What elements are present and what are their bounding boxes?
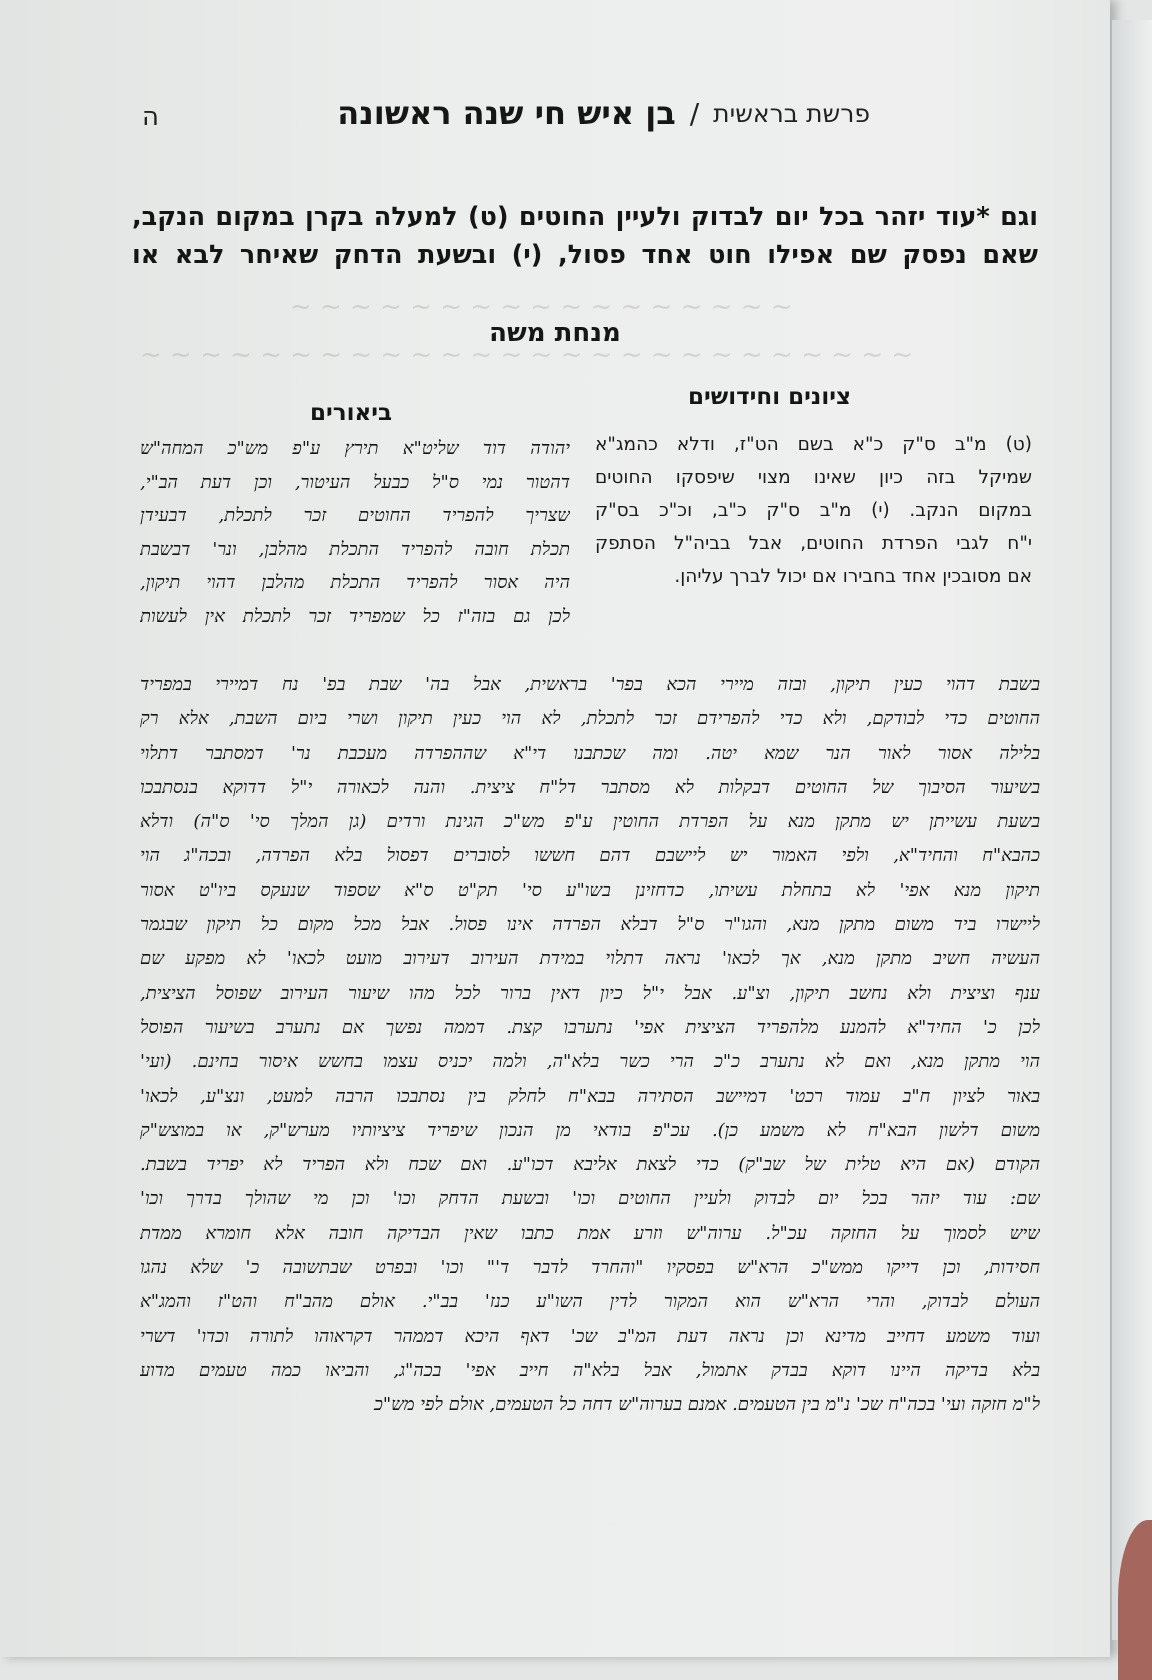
body-line: ועוד משמע דחייב מדינא וכן נראה דעת המ"ב שכ' דאף היכא דממהר דקראוהו לתורה וכדו' דשרי bbox=[140, 1325, 1040, 1347]
body-line: תיקון מנא אפי' לא בתחלת עשיתו, כדחזינן בשו"ע סי' תק"ט ס"א שספוד שנעקס ביו"ט אסור bbox=[140, 879, 1040, 901]
body-line: בשיעור הסיבוך של החוטים דבקלות לא מסתבר דל"ח ציצית. והנה לכאורה י"ל דדוקא בנסתבכו bbox=[140, 776, 1040, 798]
body-line: שיש לסמוך על החזקה עכ"ל. ערוה"ש וזרע אמת כתבו שאין הבדיקה חובה אלא חומרא ממדת bbox=[140, 1222, 1040, 1244]
body-line: בשבת דהוי כעין תיקון, ובזה מיירי הכא בפר' בראשית, אבל בה' שבת בפ' נח דמיירי במפריד bbox=[140, 674, 1040, 695]
parasha-name: פרשת בראשית bbox=[713, 98, 870, 128]
column-line: י"ח לגבי הפרדת החוטים, אבל בביה"ל הסתפק bbox=[595, 533, 1032, 554]
explanations-column bbox=[140, 432, 570, 634]
body-line: העולם לבדוק, והרי הרא"ש הוא המקור לדין השו"ע כנז' בב"י. אולם מהב"ח והט"ז והמג"א bbox=[140, 1291, 1040, 1313]
body-line: חסידות, וכן דייקו ממש"כ הרא"ש בפסקיו "והחרד לדבר ד'" וכו' ובפרט שבתשובה כ' שלא נהגו bbox=[140, 1257, 1040, 1279]
column-line: שצריך להפריד החוטים זכר לתכלת, דבעידן bbox=[140, 505, 570, 527]
body-line: משום דלשון הבא"ח לא משמע כן). עכ"פ בודאי מן הנכון שיפריד ציציותיו מערש"ק, או במוצש"ק bbox=[140, 1119, 1040, 1141]
column-line: שמיקל בזה כיון שאינו מצוי שיפסקו החוטים bbox=[595, 467, 1032, 488]
body-line: הקודם (אם היא טלית של שב"ק) כדי לצאת אליבא דכו"ע. ואם שכח ולא הפריד לא יפריד בשבת. bbox=[140, 1154, 1040, 1176]
page-edge bbox=[1112, 20, 1152, 1640]
body-line: ל"מ חזקה ועי' בכה"ח שכ' נ"מ בין הטעמים. אמנם בערוה"ש דחה כל הטעמים, אולם לפי מש"כ bbox=[374, 1394, 1040, 1416]
column-heading-right: ציונים וחידושים bbox=[688, 384, 852, 410]
body-line: כהבא"ח והחיד"א, ולפי האמור יש ליישבם דהם חששו לסוברים דפסול בלא הפרדה, ובכה"ג הוי bbox=[140, 845, 1040, 867]
column-line: היה אסור להפריד התכלת מהלבן דהוי תיקון, bbox=[140, 572, 570, 594]
column-line: במקום הנקב. (י) מ"ב ס"ק כ"ב, וכ"כ בס"ק bbox=[595, 500, 1032, 521]
body-line: ענף וציצית ולא נחשב תיקון, וצ"ע. אבל י"ל כיון דאין ברור לכל מהו שיעור העירוב שפוסל הציצית, bbox=[140, 982, 1040, 1004]
body-line: העשיה חשיב מתקן מנא, אך לכאו' נראה דתלוי במידת העירוב דעירוב מועט לכאו' לא מפקע שם bbox=[140, 948, 1040, 970]
column-line: אם מסובכין אחד בחבירו אם יכול לברך עליהן. bbox=[674, 566, 1032, 587]
main-text-line: שאם נפסק שם אפילו חוט אחד פסול, (י) ובשעת הדחק שאיחר לבא או bbox=[132, 240, 1038, 270]
bleed-through-text: ~ ~ ~ ~ ~ ~ ~ ~ ~ ~ ~ ~ ~ ~ ~ ~ ~ ~ ~ ~ ~ ~ ~ ~ ~ ~ bbox=[140, 340, 914, 370]
body-line: לכן כ' החיד"א להמנע מלהפריד הציצית אפי' נתערבו קצת. דממה נפשך אם נתערב בשיעור הפוסל bbox=[140, 1016, 1040, 1038]
column-line: יהודה דוד שליט"א תירץ ע"פ מש"כ המחה"ש bbox=[140, 438, 570, 459]
column-heading-left: ביאורים bbox=[310, 400, 393, 426]
explanations-full-width bbox=[140, 668, 1040, 1423]
body-line: בשעת עשייתן יש מתקן מנא על הפרדת החוטין ע"פ מש"כ הגינת ורדים (גן המלך סי' ס"ה) ודלא bbox=[140, 811, 1040, 833]
column-line: (ט) מ"ב ס"ק כ"א בשם הט"ז, ודלא כהמג"א bbox=[595, 434, 1032, 455]
main-text bbox=[132, 198, 1038, 274]
header-separator: / bbox=[689, 96, 700, 130]
body-line: בלילה אסור לאור הנר שמא יטה. ומה שכתבנו די"א שההפרדה מעכבת נר' דמסתבר דתלוי bbox=[140, 742, 1040, 764]
running-header bbox=[140, 88, 870, 138]
body-line: בלא בדיקה היינו דוקא בבדק אתמול, אבל בלא"ה חייב אפי' בכה"ג, והביאו כמה טעמים מדוע bbox=[140, 1359, 1040, 1381]
column-line: דהטור נמי ס"ל כבעל העיטור, וכן דעת הב"י, bbox=[140, 471, 570, 493]
column-line: תכלת חובה להפריד התכלת מהלבן, ונר' דבשבת bbox=[140, 538, 570, 560]
column-line: לכן גם בזה"ז כל שמפריד זכר לתכלת אין לעשות bbox=[140, 605, 570, 627]
book-title: בן איש חי שנה ראשונה bbox=[337, 94, 676, 132]
page-number: ה bbox=[142, 102, 159, 132]
body-line: הוי מתקן מנא, ואם לא נתערב כ"כ הרי כשר בלא"ה, ולמה יכניס עצמו בחשש איסור בחינם. (ועי' bbox=[140, 1051, 1040, 1073]
body-line: החוטים כדי לבודקם, ולא כדי להפרידם זכר לתכלת, לא הוי כעין תיקון ושרי ביום השבת, אלא רק bbox=[140, 708, 1040, 730]
sources-column bbox=[595, 428, 1032, 593]
bleed-through-text: ~ ~ ~ ~ ~ ~ ~ ~ ~ ~ ~ ~ ~ ~ ~ ~ ~ bbox=[290, 292, 793, 322]
body-line: שם: עוד יזהר בכל יום לבדוק ולעיין החוטים וכו' ובשעת הדחק וכו' וכן מי שהולך בדרך וכו' bbox=[140, 1188, 1040, 1210]
main-text-line: וגם *עוד יזהר בכל יום לבדוק ולעיין החוטים (ט) למעלה בקרן במקום הנקב, bbox=[132, 202, 1038, 232]
commentary-title: מנחת משה bbox=[489, 318, 621, 348]
body-line: באור לציון ח"ב עמוד רכט' דמיישב הסתירה בבא"ח לחלק בין נסתבכו הרבה למעט, ונצ"ע, לכאו' bbox=[140, 1085, 1040, 1107]
body-line: ליישרו ביד משום מתקן מנא, והגו"ר ס"ל דבלא הפרדה אינו פסול. אבל מכל מקום כל תיקון שבגמר bbox=[140, 914, 1040, 936]
